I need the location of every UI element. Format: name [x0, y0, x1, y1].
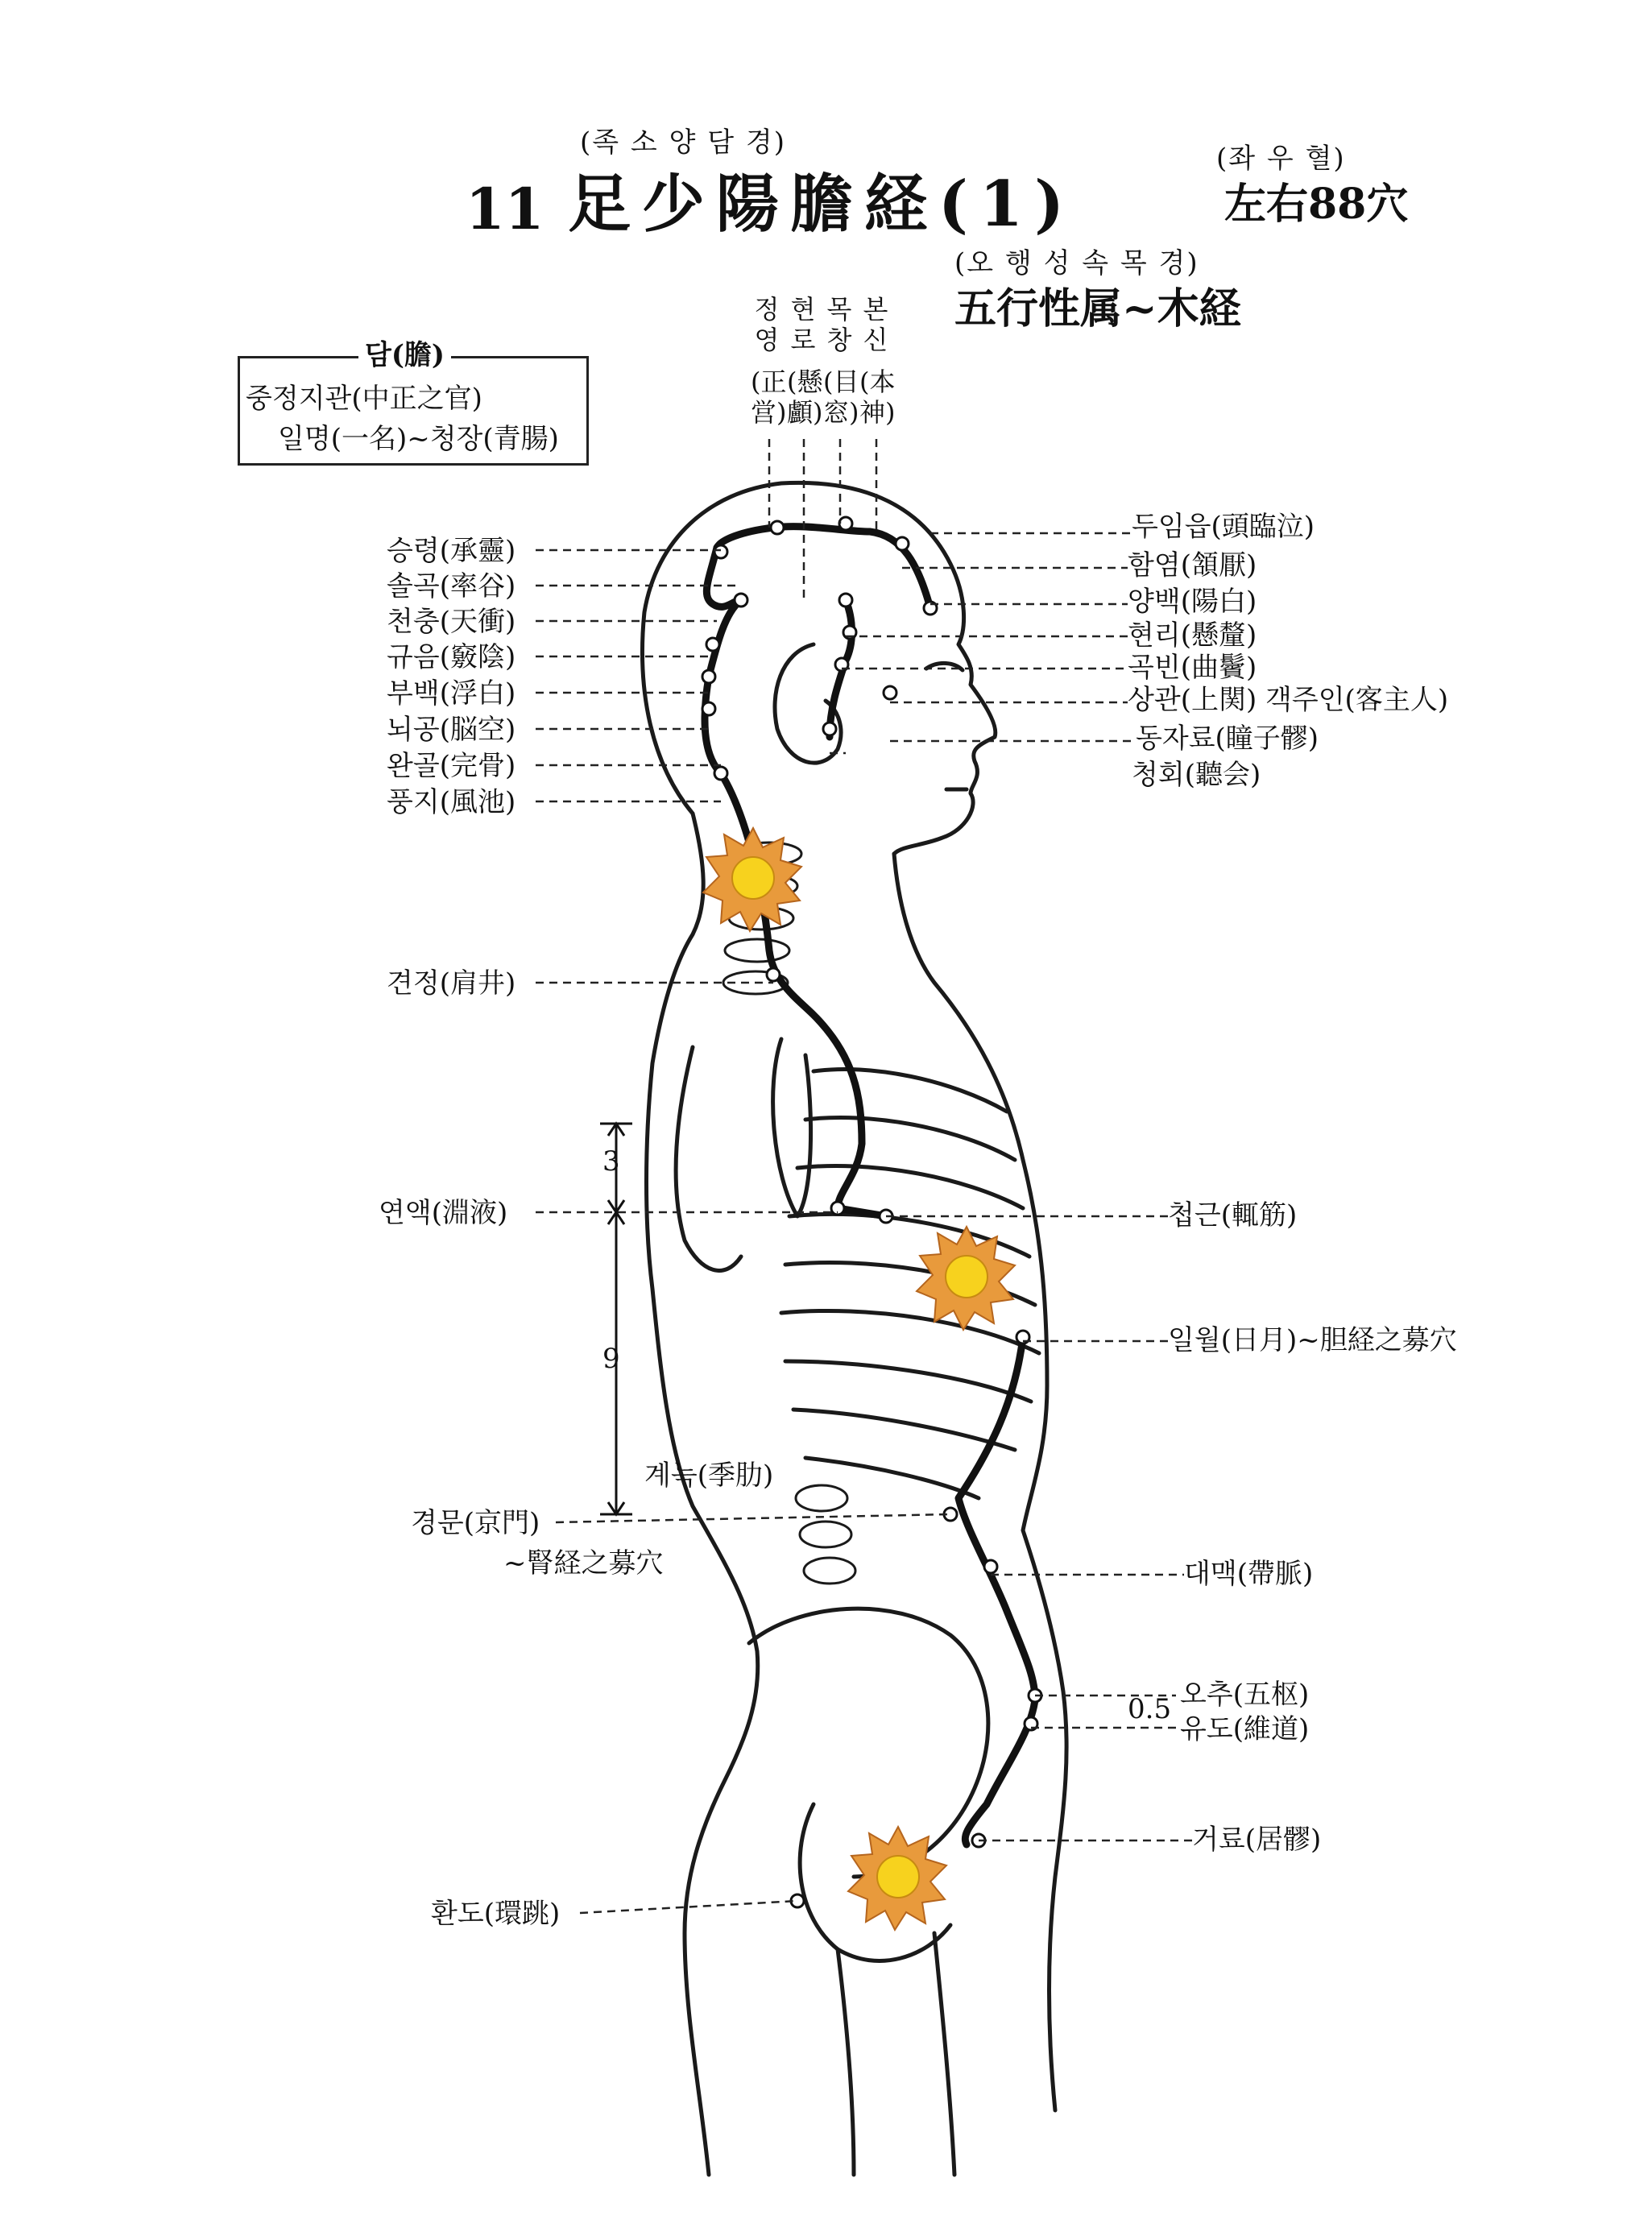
label-gokbin: 곡빈(曲鬢): [1128, 652, 1257, 684]
top-point-hanja-0: (正 営): [751, 366, 787, 428]
label-gyeneuk: 계늑(季肋): [644, 1460, 774, 1492]
title-reading: (족 소 양 담 경): [580, 126, 786, 159]
acupoint-marker: [839, 594, 852, 607]
acupoint-marker: [706, 638, 719, 651]
label-cheonghoe: 청회(聽会): [1132, 759, 1261, 791]
info-box-line2: 일명(一名)~청장(青腸): [278, 423, 559, 455]
acupoint-marker: [823, 723, 836, 735]
points-count: 左右88穴: [1224, 180, 1409, 229]
measure-line: [600, 1124, 632, 1514]
element-subtitle: 五行性属~木経: [954, 284, 1241, 333]
top-point-hanja-3: (本 神): [859, 366, 896, 428]
page-title: 足少陽膽経(1): [568, 168, 1076, 241]
measure-3: 3: [602, 1145, 620, 1178]
acupoint-marker: [714, 545, 727, 558]
acupoint-marker: [984, 1560, 997, 1573]
label-wangol: 완골(完骨): [387, 750, 516, 782]
acupoint-marker: [702, 702, 715, 715]
top-point-hangul-2: 목 창: [826, 294, 852, 355]
label-pungji: 풍지(風池): [387, 786, 516, 818]
label-gyueum: 규음(竅陰): [387, 641, 516, 673]
top-point-hangul-3: 본 신: [863, 294, 888, 355]
label-ochu: 오추(五枢): [1180, 1679, 1310, 1711]
acupoint-marker: [896, 537, 909, 550]
label-daemaek: 대맥(帶脈): [1184, 1558, 1314, 1590]
acupoint-marker: [839, 517, 852, 530]
top-point-hangul-1: 현 로: [790, 294, 816, 355]
acupoint-marker: [702, 670, 715, 683]
label-cheopgeun: 첩근(輒筋): [1168, 1199, 1298, 1232]
label-solgok: 솔곡(率谷): [387, 570, 516, 602]
acupoint-marker: [771, 521, 784, 534]
sun-icon: [848, 1827, 946, 1930]
label-seungnyeong: 승령(承靈): [387, 535, 516, 567]
top-point-hanja-2: (目 窓): [823, 366, 859, 428]
label-bubaek: 부백(浮白): [387, 677, 516, 710]
label-cheonchung: 천충(天衝): [387, 606, 516, 638]
label-yudo: 유도(維道): [1180, 1713, 1310, 1745]
top-point-hangul-0: 정 영: [754, 294, 780, 355]
label-gyeongmun: 경문(京門): [411, 1507, 540, 1539]
info-box-title: 담(膽): [358, 342, 451, 369]
acupoint-marker: [735, 594, 747, 607]
label-hyeonri: 현리(懸釐): [1128, 619, 1257, 652]
acupoint-marker: [714, 767, 727, 780]
label-irwol: 일월(日月)~胆経之募穴: [1168, 1324, 1457, 1356]
label-noegong: 뇌공(脳空): [387, 714, 516, 746]
label-yangbaek: 양백(陽白): [1128, 586, 1257, 618]
acupoint-marker: [767, 968, 780, 981]
label-hamyeom: 함염(頷厭): [1128, 549, 1257, 582]
chapter-number: 11: [466, 176, 544, 242]
label-yeonaek: 연액(淵液): [379, 1197, 508, 1229]
label-gyeongmun-note: ~腎経之募穴: [503, 1547, 664, 1580]
label-georyo: 거료(居髎): [1192, 1824, 1322, 1856]
acupoint-marker: [884, 686, 896, 699]
label-gyeonjeong: 견정(肩井): [387, 967, 516, 1000]
points-reading: (좌 우 혈): [1216, 143, 1346, 175]
label-duimeup: 두임읍(頭臨泣): [1132, 511, 1315, 543]
label-hwando: 환도(環跳): [431, 1898, 561, 1930]
top-point-hanja-1: (懸 顱): [787, 366, 823, 428]
measure-0-5: 0.5: [1128, 1693, 1172, 1725]
measure-9: 9: [602, 1343, 620, 1375]
info-box-line1: 중정지관(中正之官): [246, 383, 482, 415]
label-dongjaryo: 동자료(瞳子髎): [1136, 723, 1319, 755]
leader-lines: [536, 439, 1192, 1913]
element-reading: (오 행 성 속 목 경): [954, 247, 1199, 279]
label-sanggwan: 상관(上関) 객주인(客主人): [1128, 684, 1449, 716]
